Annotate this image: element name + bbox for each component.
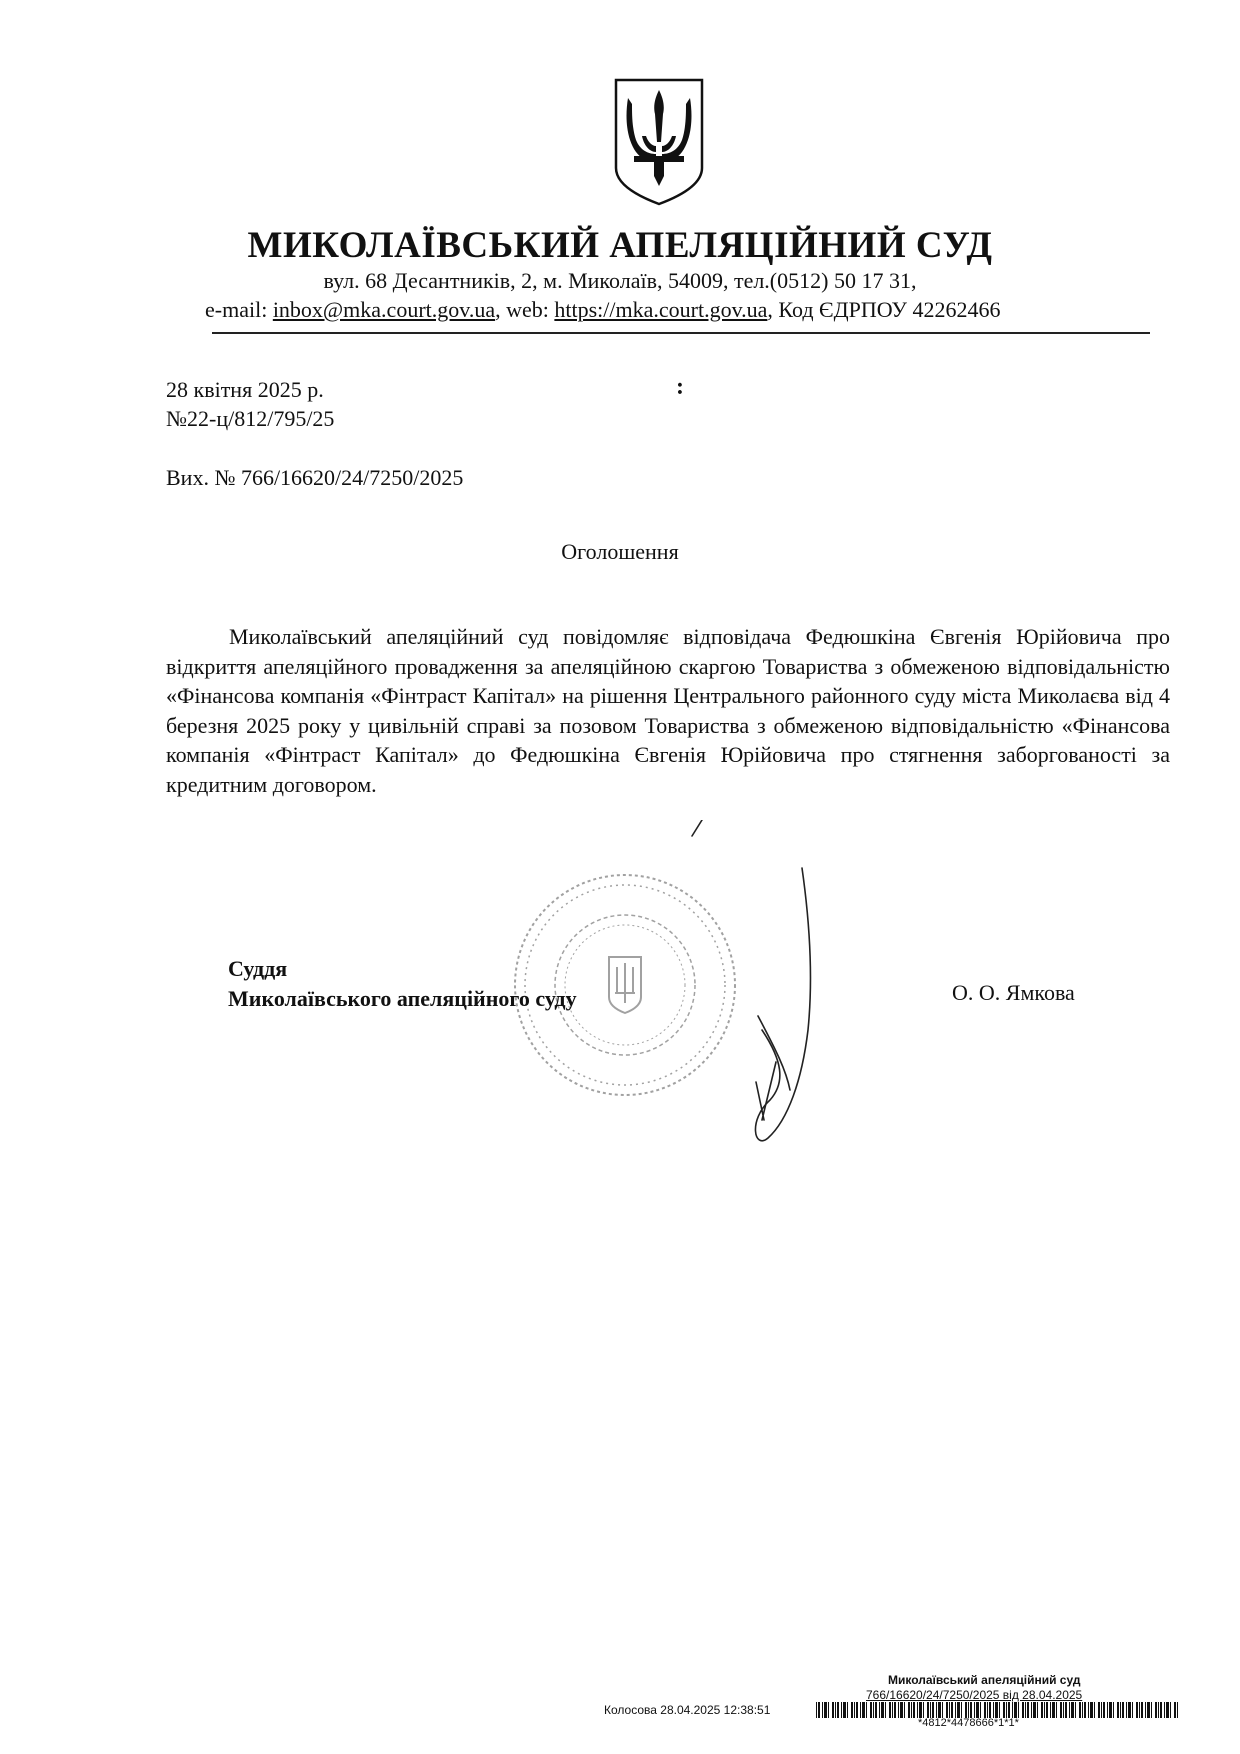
registration-stamp-reference: 766/16620/24/7250/2025 від 28.04.2025 xyxy=(866,1688,1083,1702)
barcode-icon xyxy=(816,1702,1182,1718)
judge-title: Суддя xyxy=(228,956,288,981)
trident-emblem-icon xyxy=(612,76,706,208)
document-date: 28 квітня 2025 р. xyxy=(166,377,324,402)
court-address: вул. 68 Десантників, 2, м. Миколаїв, 54009, тел.(0512) 50 17 31, xyxy=(323,268,917,293)
registration-stamp-court: Миколаївський апеляційний суд xyxy=(888,1673,1081,1687)
email-label: e-mail: xyxy=(205,297,273,322)
court-contacts xyxy=(205,297,1000,323)
registration-stamp-signer: Колосова 28.04.2025 12:38:51 xyxy=(604,1703,771,1717)
barcode-code: *4812*4478666*1*1* xyxy=(918,1717,1019,1729)
edrpou-code: , Код ЄДРПОУ 42262466 xyxy=(767,297,1001,322)
outgoing-number: Вих. № 766/16620/24/7250/2025 xyxy=(166,465,464,490)
web-label: , web: xyxy=(495,297,555,322)
judge-signature xyxy=(690,820,840,1170)
email-link[interactable]: inbox@mka.court.gov.ua xyxy=(272,297,496,322)
case-number: №22-ц/812/795/25 xyxy=(166,406,335,431)
header-divider xyxy=(212,332,1150,334)
court-name-heading: МИКОЛАЇВСЬКИЙ АПЕЛЯЦІЙНИЙ СУД xyxy=(247,225,993,266)
web-link[interactable]: https://mka.court.gov.ua xyxy=(554,297,768,322)
announcement-body: Миколаївський апеляційний суд повідомляє відповідача Федюшкіна Євгенія Юрійовича про відкриття апеляційного провадження за апеляційною скаргою Товариства з обмеженою відповідальністю «Фінансова компанія «Фінтраст Капітал» на рішення Центрального районного суду міста Миколаєва від 4 березня 2025 року у цивільній справі за позовом Товариства з обмеженою відповідальністю «Фінансова компанія «Фінтраст Капітал» до Федюшкіна Євгенія Юрійовича про стягнення заборгованості за кредитним договором. xyxy=(166,624,1170,797)
addressee-colon: : xyxy=(676,374,684,400)
judge-name: О. О. Ямкова xyxy=(952,980,1075,1005)
judge-court: Миколаївського апеляційного суду xyxy=(228,986,577,1011)
document-title: Оголошення xyxy=(561,539,679,564)
